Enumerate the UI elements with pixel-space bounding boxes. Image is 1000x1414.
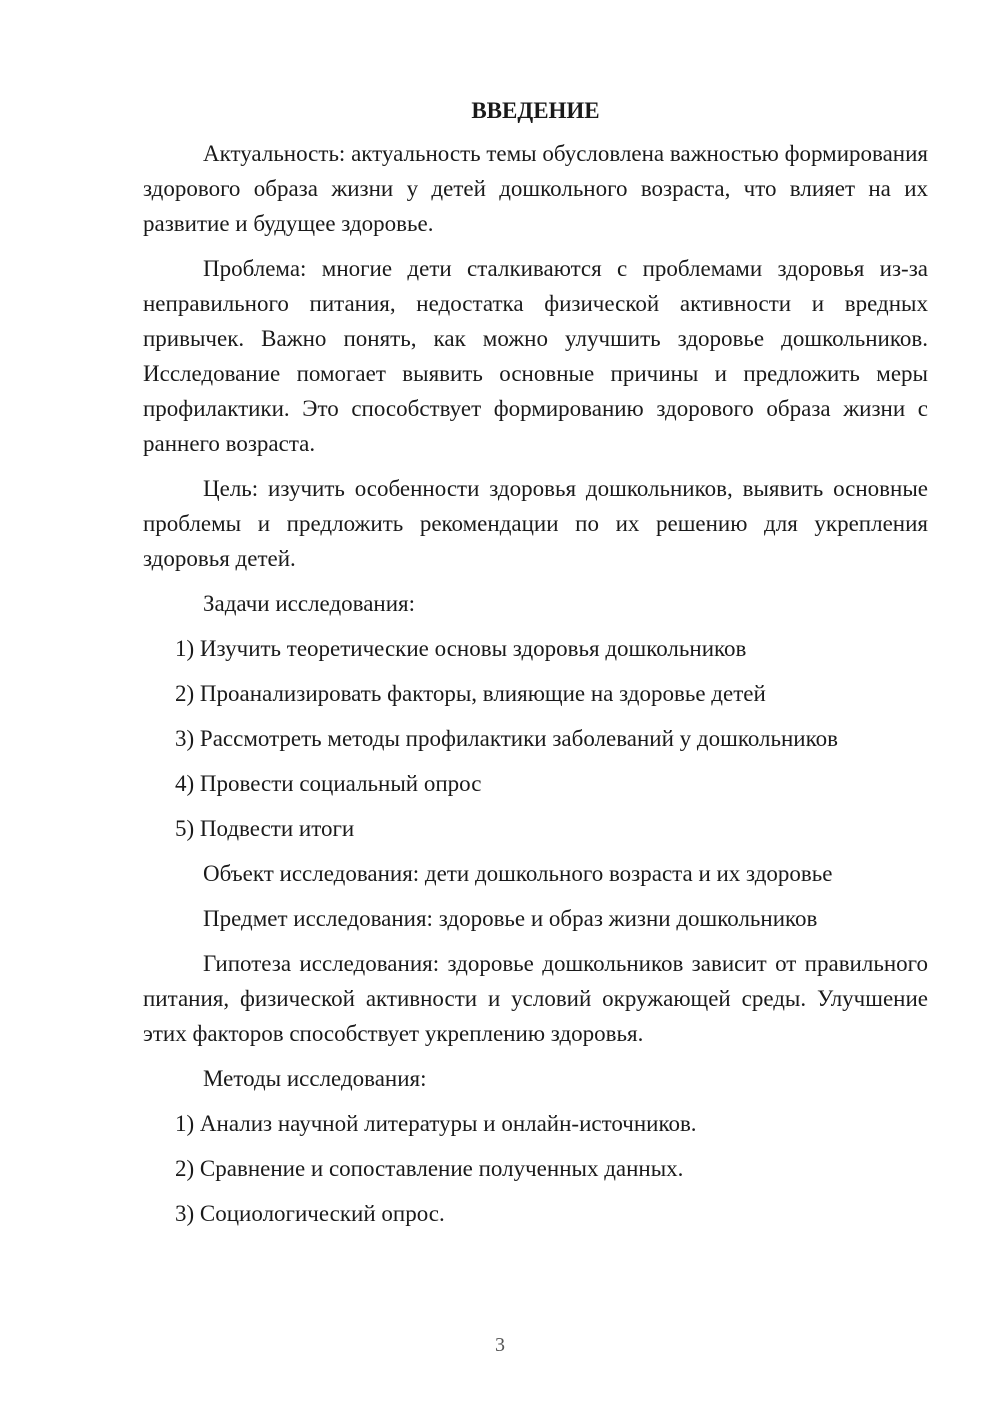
research-subject: Предмет исследования: здоровье и образ жизни дошкольников bbox=[203, 906, 818, 931]
paragraph-relevance: Актуальность: актуальность темы обусловлена важностью формирования здорового образа жизни у детей дошкольного возраста, что влияет на их развитие и будущее здоровье. bbox=[143, 141, 928, 236]
paragraph-goal: Цель: изучить особенности здоровья дошкольников, выявить основные проблемы и предложить рекомендации по их решению для укрепления здоровья детей. bbox=[143, 476, 928, 571]
page-number: 3 bbox=[495, 1334, 505, 1356]
paragraph-problem: Проблема: многие дети сталкиваются с проблемами здоровья из-за неправильного питания, недостатка физической активности и вредных привычек. Важно понять, как можно улучшить здоровье дошкольников. Исследование помогает выявить основные причины и предложить меры профилактики. Это способствует формированию здорового образа жизни с раннего возраста. bbox=[143, 256, 928, 456]
paragraph-hypothesis: Гипотеза исследования: здоровье дошкольников зависит от правильного питания, физической активности и условий окружающей среды. Улучшение этих факторов способствует укреплению здоровья. bbox=[143, 951, 928, 1046]
list-item: 2) Проанализировать факторы, влияющие на здоровье детей bbox=[175, 681, 766, 706]
methods-heading: Методы исследования: bbox=[203, 1066, 427, 1091]
list-item: 1) Анализ научной литературы и онлайн-источников. bbox=[175, 1111, 697, 1136]
list-item: 3) Рассмотреть методы профилактики заболеваний у дошкольников bbox=[175, 726, 838, 751]
methods-list bbox=[143, 1106, 928, 1231]
list-item: 1) Изучить теоретические основы здоровья дошкольников bbox=[175, 636, 747, 661]
tasks-heading: Задачи исследования: bbox=[203, 591, 416, 616]
research-object: Объект исследования: дети дошкольного возраста и их здоровье bbox=[203, 861, 833, 886]
tasks-list bbox=[143, 631, 928, 846]
page-title: ВВЕДЕНИЕ bbox=[471, 98, 600, 123]
list-item: 3) Социологический опрос. bbox=[175, 1201, 445, 1226]
page-content bbox=[143, 96, 928, 1241]
list-item: 4) Провести социальный опрос bbox=[175, 771, 482, 796]
list-item: 2) Сравнение и сопоставление полученных данных. bbox=[175, 1156, 684, 1181]
list-item: 5) Подвести итоги bbox=[175, 816, 355, 841]
